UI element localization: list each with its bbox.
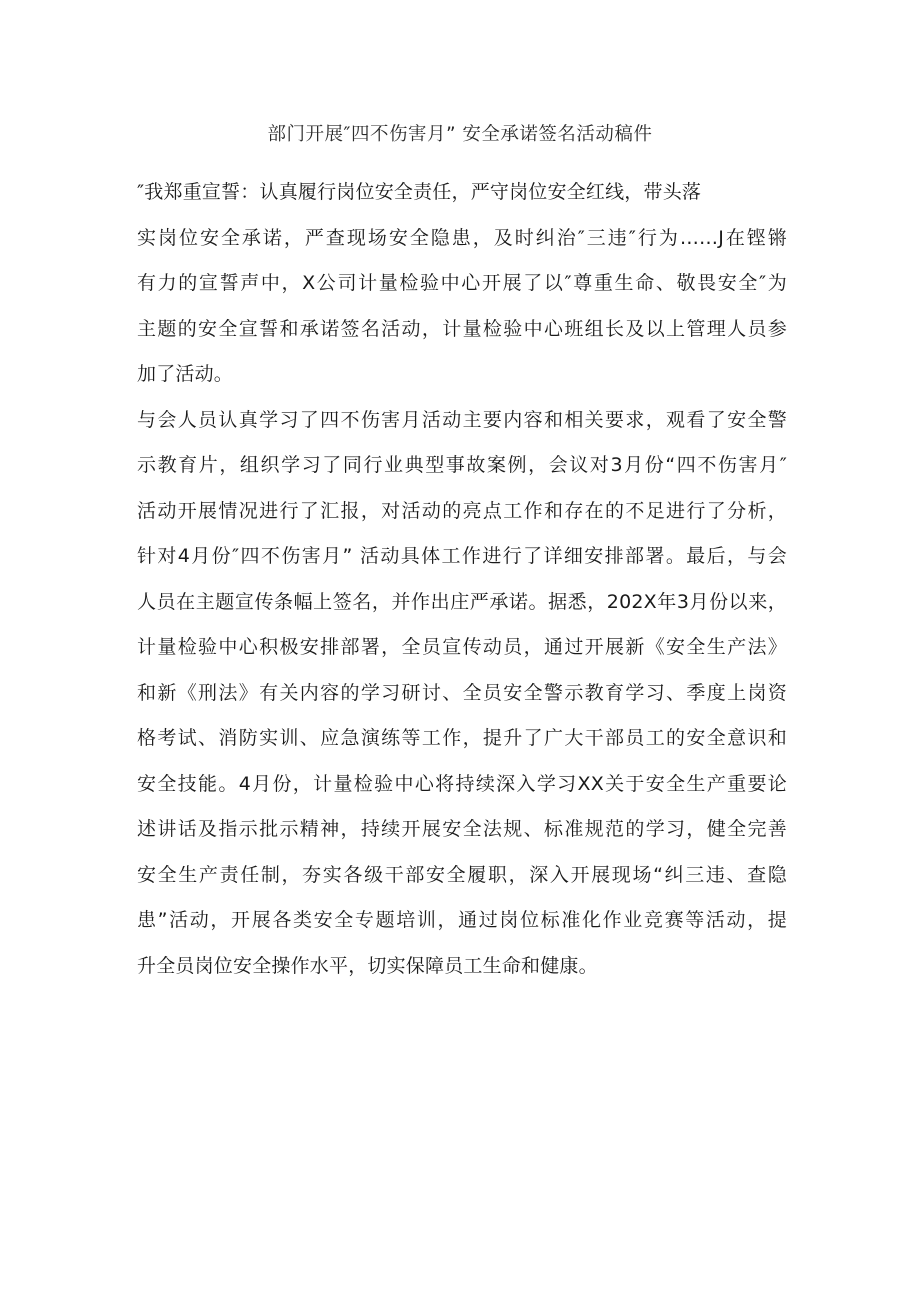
text-line: 安全生产责任制，夯实各级干部安全履职，深入开展现场“纠三违、查隐 — [137, 863, 787, 886]
document-body — [137, 170, 787, 989]
text-line: 有力的宣誓声中，X公司计量检验中心开展了以″尊重生命、敬畏安全″为 — [137, 272, 787, 294]
text-line: 实岗位安全承诺，严查现场安全隐患，及时纠治″三违″行为……J在铿锵 — [137, 226, 787, 249]
text-line: 加了活动。 — [137, 363, 234, 385]
text-line: 人员在主题宣传条幅上签名，并作出庄严承诺。据悉，202X年3月份以来， — [137, 590, 787, 613]
paragraph-1 — [137, 170, 787, 398]
text-line: 活动开展情况进行了汇报，对活动的亮点工作和存在的不足进行了分析， — [137, 499, 787, 522]
text-line: 与会人员认真学习了四不伤害月活动主要内容和相关要求，观看了安全警 — [137, 408, 787, 431]
text-line: ″我郑重宣誓：认真履行岗位安全责任，严守岗位安全红线，带头落 — [137, 181, 702, 203]
text-line: 计量检验中心积极安排部署，全员宣传动员，通过开展新《安全生产法》 — [137, 636, 787, 658]
text-line: 患”活动，开展各类安全专题培训，通过岗位标准化作业竞赛等活动，提 — [137, 909, 787, 931]
text-line: 安全技能。4月份，计量检验中心将持续深入学习XX关于安全生产重要论 — [137, 772, 787, 795]
text-line: 述讲话及指示批示精神，持续开展安全法规、标准规范的学习，健全完善 — [137, 818, 787, 840]
text-line: 格考试、消防实训、应急演练等工作，提升了广大干部员工的安全意识和 — [137, 727, 787, 749]
text-line: 针对4月份″四不伤害月” 活动具体工作进行了详细安排部署。最后，与会 — [137, 545, 787, 567]
text-line: 和新《刑法》有关内容的学习研讨、全员安全警示教育学习、季度上岗资 — [137, 681, 787, 704]
text-line: 示教育片，组织学习了同行业典型事故案例，会议对3月份“四不伤害月″ — [137, 454, 787, 476]
paragraph-2 — [137, 398, 787, 990]
text-line: 主题的安全宣誓和承诺签名活动，计量检验中心班组长及以上管理人员参 — [137, 317, 787, 340]
text-line: 升全员岗位安全操作水平，切实保障员工生命和健康。 — [137, 954, 598, 977]
document-title: 部门开展″四不伤害月” 安全承诺签名活动稿件 — [267, 124, 653, 145]
